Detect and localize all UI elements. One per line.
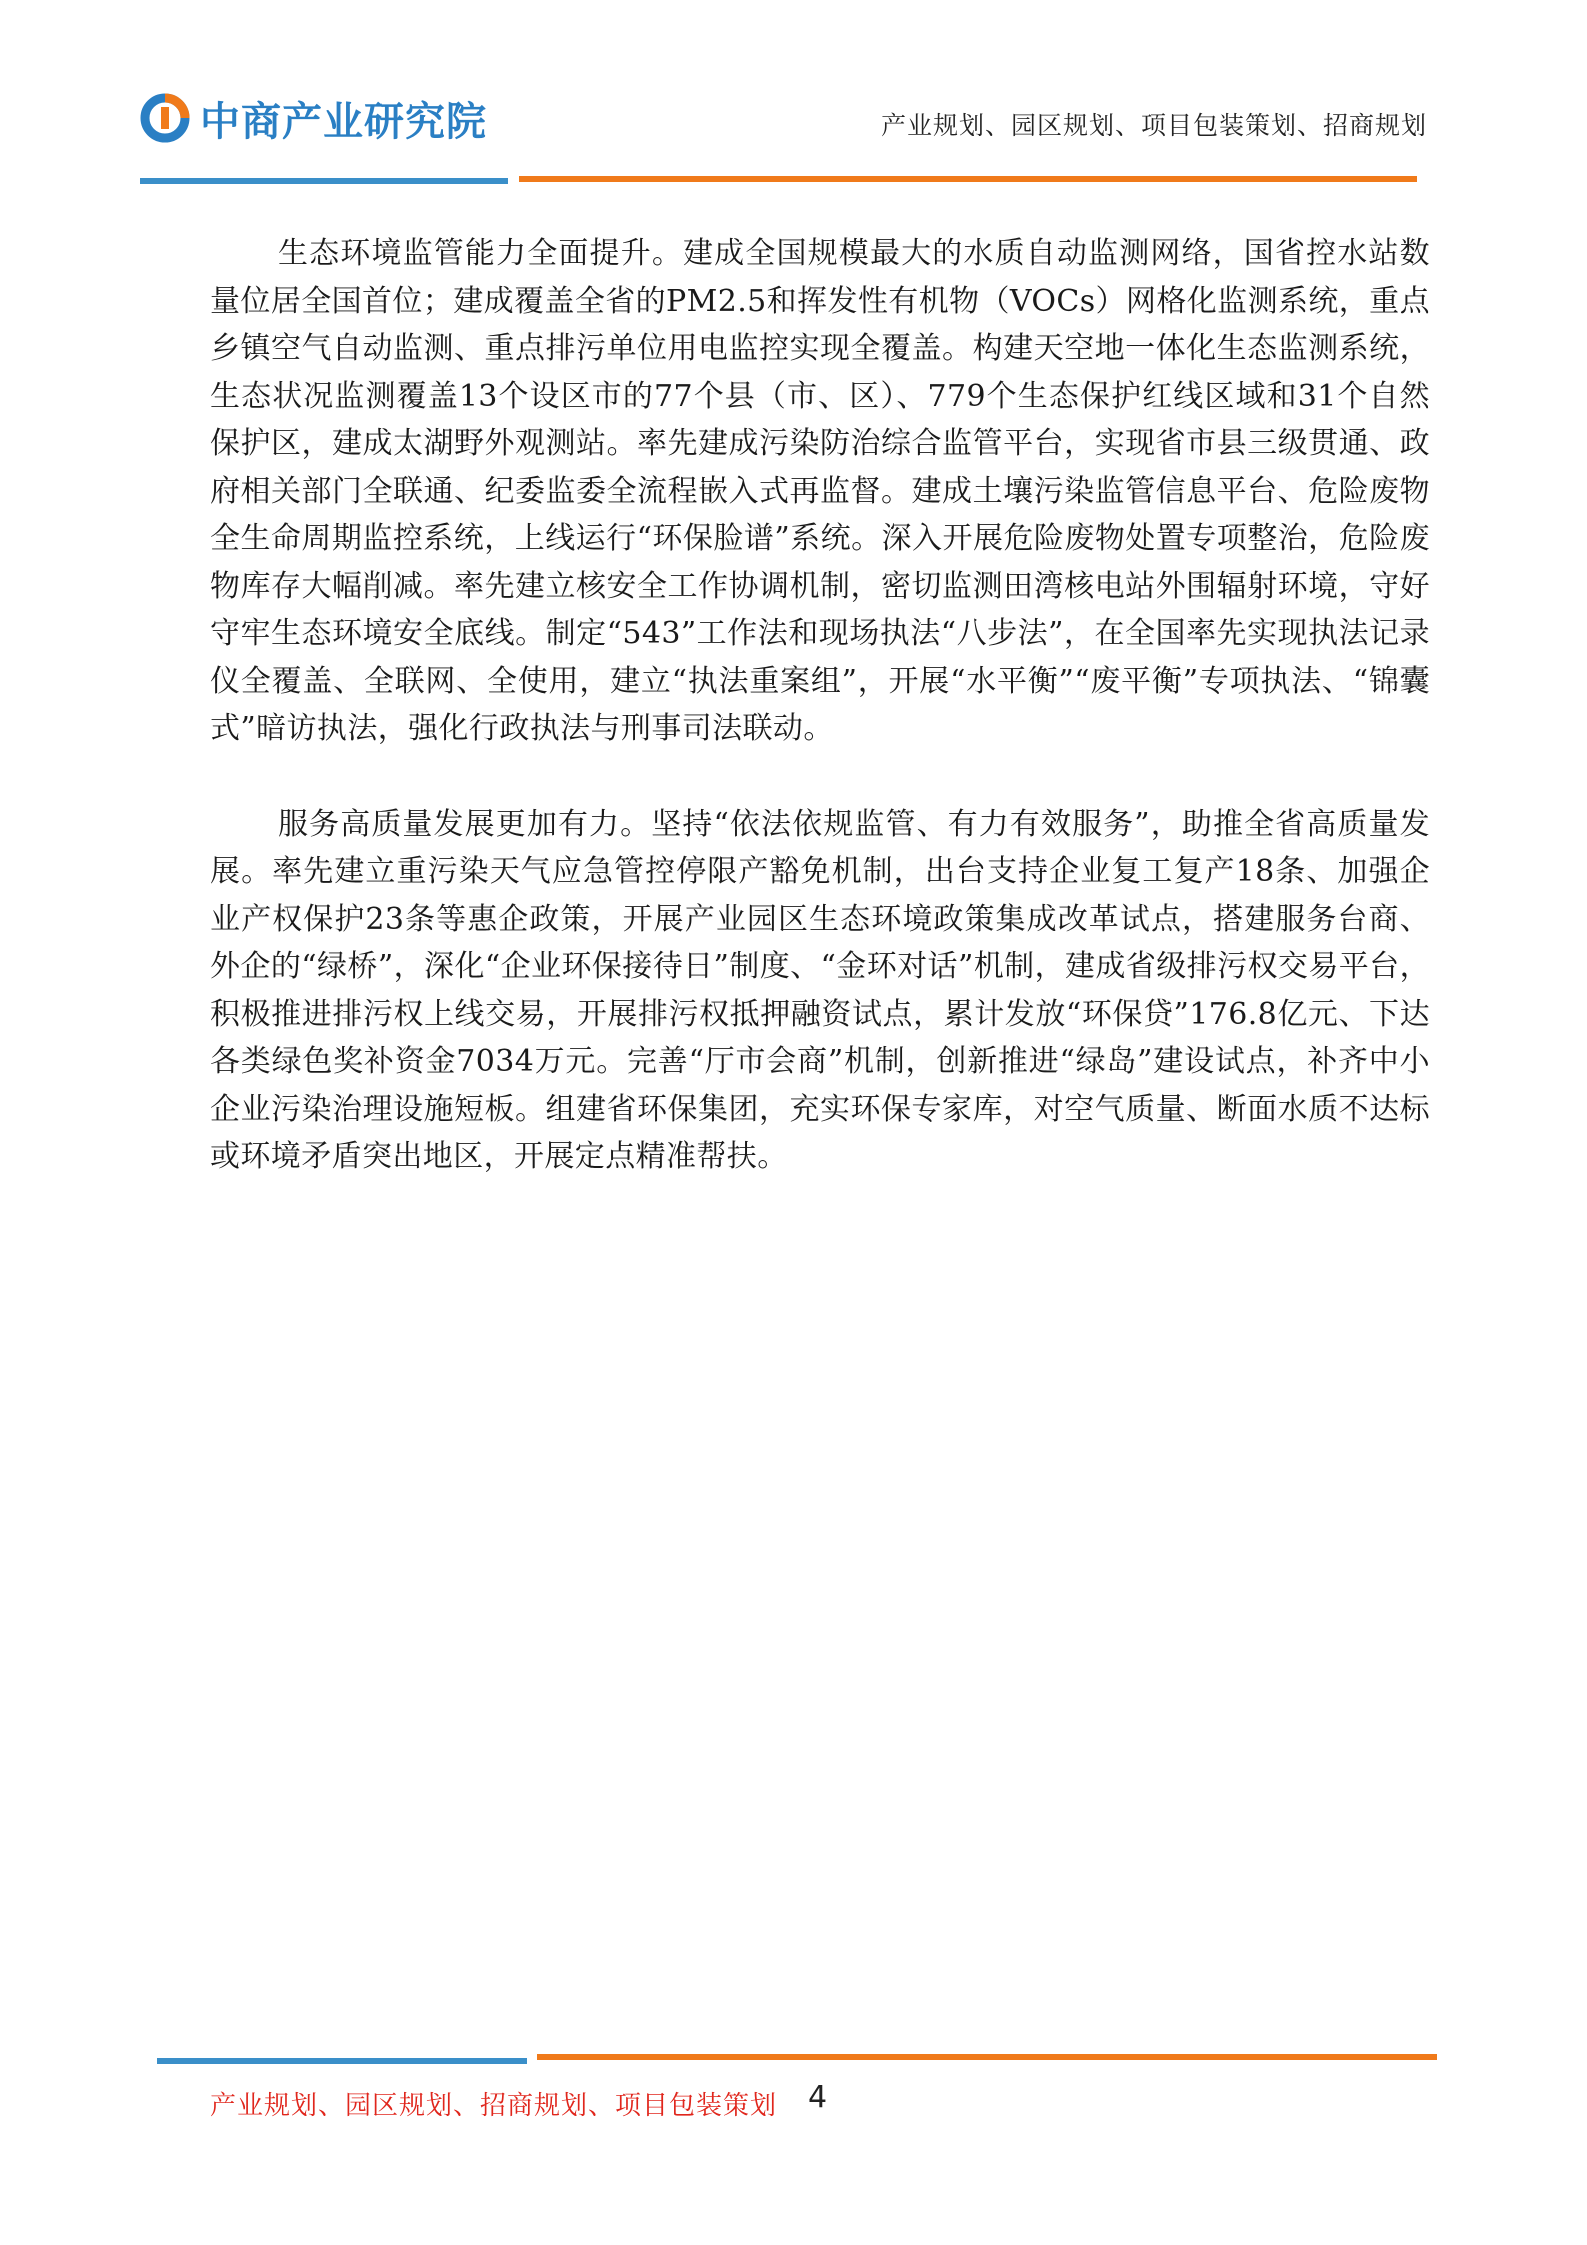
company-logo [140, 88, 487, 148]
header-divider-orange [519, 176, 1417, 182]
document-body [210, 230, 1430, 1229]
page-number: 4 [808, 2080, 828, 2115]
paragraph-ecological-monitoring: 生态环境监管能力全面提升。建成全国规模最大的水质自动监测网络，国省控水站数量位居全国首位；建成覆盖全省的PM2.5和挥发性有机物（VOCs）网格化监测系统，重点乡镇空气自动监测、重点排污单位用电监控实现全覆盖。构建天空地一体化生态监测系统，生态状况监测覆盖13个设区市的77个县（市、区）、779个生态保护红线区域和31个自然保护区，建成太湖野外观测站。率先建成污染防治综合监管平台，实现省市县三级贯通、政府相关部门全联通、纪委监委全流程嵌入式再监督。建成土壤污染监管信息平台、危险废物全生命周期监控系统，上线运行“环保脸谱”系统。深入开展危险废物处置专项整治，危险废物库存大幅削减。率先建立核安全工作协调机制，密切监测田湾核电站外围辐射环境，守好守牢生态环境安全底线。制定“543”工作法和现场执法“八步法”，在全国率先实现执法记录仪全覆盖、全联网、全使用，建立“执法重案组”，开展“水平衡”“废平衡”专项执法、“锦囊式”暗访执法，强化行政执法与刑事司法联动。 [210, 236, 1430, 746]
paragraph-service-development: 服务高质量发展更加有力。坚持“依法依规监管、有力有效服务”，助推全省高质量发展。率先建立重污染天气应急管控停限产豁免机制，出台支持企业复工复产18条、加强企业产权保护23条等惠企政策，开展产业园区生态环境政策集成改革试点，搭建服务台商、外企的“绿桥”，深化“企业环保接待日”制度、“金环对话”机制，建成省级排污权交易平台，积极推进排污权上线交易，开展排污权抵押融资试点，累计发放“环保贷”176.8亿元、下达各类绿色奖补资金7034万元。完善“厅市会商”机制，创新推进“绿岛”建设试点，补齐中小企业污染治理设施短板。组建省环保集团，充实环保专家库，对空气质量、断面水质不达标或环境矛盾突出地区，开展定点精准帮扶。 [210, 806, 1430, 1174]
footer-divider-orange [537, 2054, 1437, 2060]
logo-text: 中商产业研究院 [200, 98, 487, 145]
footer-divider-blue [157, 2058, 527, 2064]
footer-slogan: 产业规划、园区规划、招商规划、项目包装策划 [210, 2091, 778, 2121]
logo-icon [140, 93, 190, 143]
page-header [0, 0, 1587, 200]
header-divider-blue [140, 178, 508, 184]
header-slogan: 产业规划、园区规划、项目包装策划、招商规划 [880, 111, 1427, 140]
